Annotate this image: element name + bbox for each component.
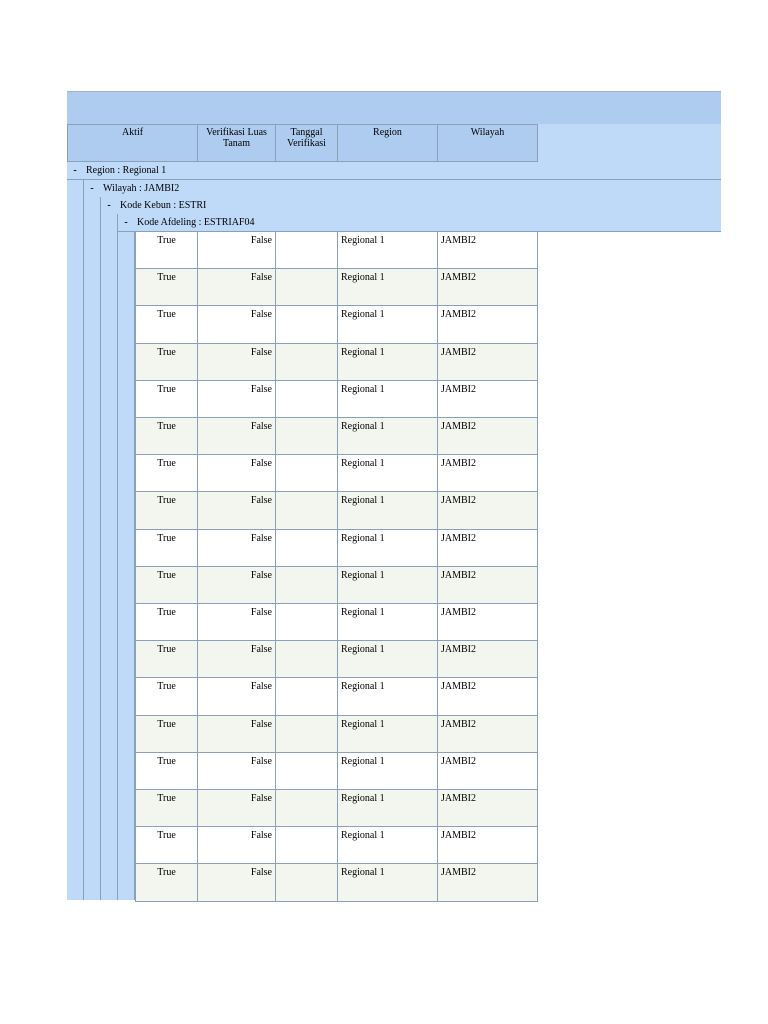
group-label-region: Region : Regional 1: [86, 165, 167, 176]
cell-region[interactable]: Regional 1: [338, 455, 438, 492]
cell-tanggal[interactable]: [276, 492, 338, 529]
table-row[interactable]: [135, 864, 538, 901]
cell-tanggal[interactable]: [276, 269, 338, 306]
cell-region[interactable]: Regional 1: [338, 827, 438, 864]
cell-tanggal[interactable]: [276, 567, 338, 604]
cell-wilayah[interactable]: JAMBI2: [438, 381, 538, 418]
table-row[interactable]: [135, 641, 538, 678]
cell-tanggal[interactable]: [276, 641, 338, 678]
cell-aktif[interactable]: True: [135, 418, 198, 455]
table-row[interactable]: [135, 418, 538, 455]
cell-tanggal[interactable]: [276, 790, 338, 827]
cell-wilayah[interactable]: JAMBI2: [438, 306, 538, 343]
cell-wilayah[interactable]: JAMBI2: [438, 455, 538, 492]
column-header-aktif[interactable]: Aktif: [67, 124, 198, 162]
collapse-toggle-region[interactable]: -: [73, 165, 77, 176]
cell-aktif[interactable]: True: [135, 455, 198, 492]
cell-tanggal[interactable]: [276, 604, 338, 641]
cell-verifikasi[interactable]: False: [198, 716, 276, 753]
cell-aktif[interactable]: True: [135, 753, 198, 790]
table-row[interactable]: [135, 232, 538, 269]
cell-aktif[interactable]: True: [135, 492, 198, 529]
cell-region[interactable]: Regional 1: [338, 790, 438, 827]
table-row[interactable]: [135, 827, 538, 864]
cell-tanggal[interactable]: [276, 232, 338, 269]
cell-aktif[interactable]: True: [135, 678, 198, 715]
cell-wilayah[interactable]: JAMBI2: [438, 492, 538, 529]
cell-wilayah[interactable]: JAMBI2: [438, 418, 538, 455]
cell-wilayah[interactable]: JAMBI2: [438, 604, 538, 641]
indent-strip-level-1: [67, 180, 84, 900]
table-row[interactable]: [135, 492, 538, 529]
cell-tanggal[interactable]: [276, 753, 338, 790]
cell-region[interactable]: Regional 1: [338, 678, 438, 715]
table-row[interactable]: [135, 455, 538, 492]
column-header-verifikasi[interactable]: Verifikasi Luas Tanam: [198, 124, 276, 162]
cell-tanggal[interactable]: [276, 678, 338, 715]
table-row[interactable]: [135, 790, 538, 827]
cell-aktif[interactable]: True: [135, 269, 198, 306]
cell-aktif[interactable]: True: [135, 530, 198, 567]
cell-region[interactable]: Regional 1: [338, 567, 438, 604]
cell-verifikasi[interactable]: False: [198, 567, 276, 604]
cell-aktif[interactable]: True: [135, 344, 198, 381]
cell-verifikasi[interactable]: False: [198, 381, 276, 418]
group-label-afdeling: Kode Afdeling : ESTRIAF04: [137, 217, 255, 228]
cell-wilayah[interactable]: JAMBI2: [438, 344, 538, 381]
collapse-toggle-wilayah[interactable]: -: [90, 183, 94, 194]
cell-region[interactable]: Regional 1: [338, 492, 438, 529]
collapse-toggle-afdeling[interactable]: -: [124, 217, 128, 228]
table-row[interactable]: [135, 753, 538, 790]
cell-tanggal[interactable]: [276, 418, 338, 455]
cell-region[interactable]: Regional 1: [338, 753, 438, 790]
cell-region[interactable]: Regional 1: [338, 641, 438, 678]
cell-verifikasi[interactable]: False: [198, 604, 276, 641]
cell-region[interactable]: Regional 1: [338, 530, 438, 567]
cell-region[interactable]: Regional 1: [338, 864, 438, 901]
cell-region[interactable]: Regional 1: [338, 381, 438, 418]
cell-verifikasi[interactable]: False: [198, 269, 276, 306]
group-row-afdeling: [118, 214, 721, 232]
column-header-region[interactable]: Region: [338, 124, 438, 162]
cell-tanggal[interactable]: [276, 864, 338, 901]
cell-wilayah[interactable]: JAMBI2: [438, 641, 538, 678]
cell-tanggal[interactable]: [276, 455, 338, 492]
cell-verifikasi[interactable]: False: [198, 232, 276, 269]
cell-wilayah[interactable]: JAMBI2: [438, 716, 538, 753]
cell-aktif[interactable]: True: [135, 604, 198, 641]
column-header-wilayah[interactable]: Wilayah: [438, 124, 538, 162]
cell-verifikasi[interactable]: False: [198, 344, 276, 381]
cell-verifikasi[interactable]: False: [198, 492, 276, 529]
cell-verifikasi[interactable]: False: [198, 678, 276, 715]
group-row-wilayah: [84, 180, 721, 198]
group-row-kebun: [101, 197, 721, 215]
cell-aktif[interactable]: True: [135, 567, 198, 604]
cell-wilayah[interactable]: JAMBI2: [438, 827, 538, 864]
cell-aktif[interactable]: True: [135, 232, 198, 269]
cell-verifikasi[interactable]: False: [198, 790, 276, 827]
cell-verifikasi[interactable]: False: [198, 530, 276, 567]
table-row[interactable]: [135, 604, 538, 641]
cell-wilayah[interactable]: JAMBI2: [438, 567, 538, 604]
cell-wilayah[interactable]: JAMBI2: [438, 269, 538, 306]
table-row[interactable]: [135, 716, 538, 753]
cell-tanggal[interactable]: [276, 306, 338, 343]
cell-verifikasi[interactable]: False: [198, 455, 276, 492]
cell-wilayah[interactable]: JAMBI2: [438, 678, 538, 715]
cell-tanggal[interactable]: [276, 344, 338, 381]
grid-toolbar-band: [67, 91, 721, 124]
table-row[interactable]: [135, 678, 538, 715]
cell-wilayah[interactable]: JAMBI2: [438, 864, 538, 901]
cell-aktif[interactable]: True: [135, 381, 198, 418]
cell-verifikasi[interactable]: False: [198, 306, 276, 343]
indent-strip-level-2: [84, 197, 101, 900]
cell-tanggal[interactable]: [276, 827, 338, 864]
cell-aktif[interactable]: True: [135, 827, 198, 864]
cell-aktif[interactable]: True: [135, 716, 198, 753]
indent-strip-level-4: [118, 232, 135, 900]
cell-aktif[interactable]: True: [135, 790, 198, 827]
group-row-region: [67, 162, 721, 180]
cell-tanggal[interactable]: [276, 716, 338, 753]
table-row[interactable]: [135, 530, 538, 567]
cell-wilayah[interactable]: JAMBI2: [438, 753, 538, 790]
cell-wilayah[interactable]: JAMBI2: [438, 790, 538, 827]
cell-aktif[interactable]: True: [135, 641, 198, 678]
cell-tanggal[interactable]: [276, 381, 338, 418]
cell-verifikasi[interactable]: False: [198, 418, 276, 455]
cell-aktif[interactable]: True: [135, 306, 198, 343]
cell-region[interactable]: Regional 1: [338, 418, 438, 455]
cell-verifikasi[interactable]: False: [198, 864, 276, 901]
cell-region[interactable]: Regional 1: [338, 344, 438, 381]
cell-region[interactable]: Regional 1: [338, 269, 438, 306]
cell-region[interactable]: Regional 1: [338, 604, 438, 641]
cell-aktif[interactable]: True: [135, 864, 198, 901]
cell-wilayah[interactable]: JAMBI2: [438, 232, 538, 269]
indent-strip-level-3: [101, 214, 118, 900]
table-row[interactable]: [135, 567, 538, 604]
cell-verifikasi[interactable]: False: [198, 827, 276, 864]
collapse-toggle-kebun[interactable]: -: [107, 200, 111, 211]
cell-region[interactable]: Regional 1: [338, 716, 438, 753]
table-row[interactable]: [135, 344, 538, 381]
table-row[interactable]: [135, 381, 538, 418]
cell-region[interactable]: Regional 1: [338, 232, 438, 269]
column-header-tanggal[interactable]: Tanggal Verifikasi: [276, 124, 338, 162]
table-row[interactable]: [135, 269, 538, 306]
group-label-wilayah: Wilayah : JAMBI2: [103, 183, 180, 194]
cell-wilayah[interactable]: JAMBI2: [438, 530, 538, 567]
table-row[interactable]: [135, 306, 538, 343]
cell-tanggal[interactable]: [276, 530, 338, 567]
cell-verifikasi[interactable]: False: [198, 753, 276, 790]
cell-region[interactable]: Regional 1: [338, 306, 438, 343]
cell-verifikasi[interactable]: False: [198, 641, 276, 678]
group-label-kebun: Kode Kebun : ESTRI: [120, 200, 207, 211]
